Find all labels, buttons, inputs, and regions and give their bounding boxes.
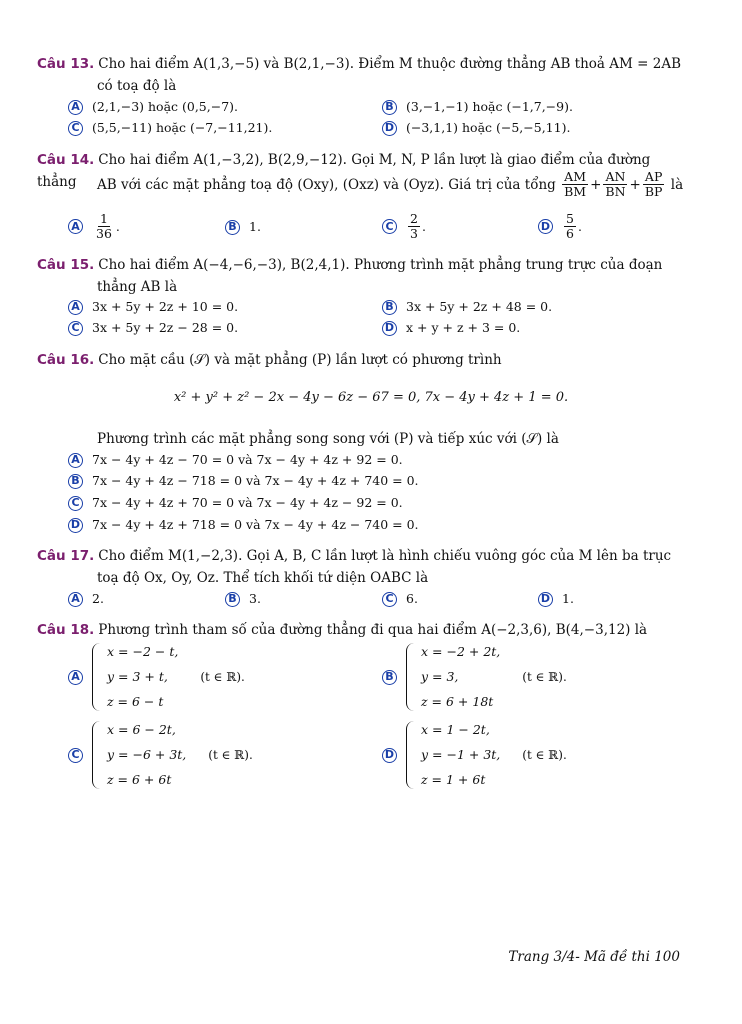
option-15-d[interactable]	[382, 319, 520, 337]
option-13-d[interactable]	[382, 119, 570, 137]
option-18-a[interactable]	[68, 643, 245, 711]
fraction-am-bm: $\frac{AM}{BM}$	[564, 169, 587, 199]
option-text: 6.	[406, 591, 418, 606]
question-text-tail: là	[670, 176, 684, 193]
option-17-d[interactable]	[538, 590, 574, 608]
option-text: 7x − 4y + 4z + 718 = 0 và 7x − 4y + 4z − 740 = 0.	[92, 517, 419, 532]
option-letter: D	[382, 121, 397, 136]
equation-system: x = 1 − 2t, y = −1 + 3t, z = 1 + 6t	[406, 721, 500, 789]
left-brace	[406, 643, 417, 711]
option-16-a[interactable]	[68, 451, 403, 469]
parameter-domain: (t ∈ ℝ).	[200, 670, 245, 684]
option-14-d[interactable]: D $\frac{5}{6}$ .	[538, 212, 582, 241]
option-letter: B	[382, 300, 397, 315]
equation-system: x = −2 + 2t, y = 3, z = 6 + 18t	[406, 643, 500, 711]
question-text: Cho điểm M(1,−2,3). Gọi A, B, C lần lượt là hình chiếu vuông góc của M lên ba trục	[98, 548, 672, 564]
question-label: Câu 17.	[37, 548, 95, 564]
option-13-a[interactable]	[68, 98, 238, 116]
question-15	[37, 254, 682, 276]
parameter-domain: (t ∈ ℝ).	[522, 670, 567, 684]
option-text: 1.	[249, 219, 261, 234]
parameter-domain: (t ∈ ℝ).	[522, 748, 567, 762]
option-14-a[interactable]: A $\frac{1}{36}$ .	[68, 212, 120, 241]
question-text: Phương trình tham số của đường thẳng đi qua hai điểm A(−2,3,6), B(4,−3,12) là	[98, 622, 648, 638]
option-letter: B	[382, 670, 397, 685]
option-letter: C	[68, 321, 83, 336]
question-text-cont: thẳng AB là	[97, 279, 178, 295]
question-label: Câu 16.	[37, 352, 95, 368]
option-letter: D	[68, 518, 83, 533]
option-text: (5,5,−11) hoặc (−7,−11,21).	[92, 120, 273, 135]
option-letter: B	[225, 592, 240, 607]
option-17-b[interactable]	[225, 590, 261, 608]
option-letter: D	[538, 592, 553, 607]
question-label: Câu 15.	[37, 257, 95, 273]
option-text: 3x + 5y + 2z + 48 = 0.	[406, 299, 553, 314]
option-13-b[interactable]	[382, 98, 573, 116]
question-text: Cho hai điểm A(−4,−6,−3), B(2,4,1). Phương trình mặt phẳng trung trực của đoạn	[98, 257, 663, 273]
option-letter: A	[68, 100, 83, 115]
question-label: Câu 18.	[37, 622, 95, 638]
option-fraction: $\frac{5}{6}$	[566, 211, 574, 241]
parameter-domain: (t ∈ ℝ).	[208, 748, 253, 762]
equation-system: x = −2 − t, y = 3 + t, z = 6 − t	[92, 643, 178, 711]
option-letter: A	[68, 453, 83, 468]
option-letter: C	[68, 748, 83, 763]
question-text-cont	[97, 170, 683, 199]
question-text-cont: Phương trình các mặt phẳng song song với (P) và tiếp xúc với (𝒮) là	[97, 431, 559, 447]
question-text: Cho hai điểm A(1,3,−5) và B(2,1,−3). Điểm M thuộc đường thẳng AB thoả AM = 2AB	[98, 56, 681, 72]
option-14-c[interactable]: C $\frac{2}{3}$ .	[382, 212, 426, 241]
option-16-b[interactable]	[68, 472, 419, 490]
option-text: (−3,1,1) hoặc (−5,−5,11).	[406, 120, 571, 135]
option-letter: C	[382, 592, 397, 607]
option-letter: A	[68, 592, 83, 607]
question-text-cont: có toạ độ là	[97, 78, 177, 94]
equation-system: x = 6 − 2t, y = −6 + 3t, z = 6 + 6t	[92, 721, 186, 789]
question-16	[37, 349, 682, 371]
display-equation: x² + y² + z² − 2x − 4y − 6z − 67 = 0, 7x − 4y + 4z + 1 = 0.	[173, 390, 569, 405]
option-text: (3,−1,−1) hoặc (−1,7,−9).	[406, 99, 573, 114]
fraction-ap-bp: $\frac{AP}{BP}$	[644, 169, 663, 199]
option-13-c[interactable]	[68, 119, 272, 137]
option-letter: A	[68, 300, 83, 315]
option-15-a[interactable]	[68, 298, 238, 316]
option-letter: C	[68, 121, 83, 136]
option-letter: A	[68, 670, 83, 685]
option-text: 3x + 5y + 2z − 28 = 0.	[92, 320, 239, 335]
option-16-d[interactable]	[68, 516, 419, 534]
question-17	[37, 545, 682, 567]
option-17-c[interactable]	[382, 590, 418, 608]
option-18-c[interactable]	[68, 721, 253, 789]
question-label: Câu 13.	[37, 56, 95, 72]
option-18-d[interactable]	[382, 721, 567, 789]
option-letter: A	[68, 219, 83, 234]
option-text: 7x − 4y + 4z + 70 = 0 và 7x − 4y + 4z − 92 = 0.	[92, 495, 403, 510]
option-text: (2,1,−3) hoặc (0,5,−7).	[92, 99, 239, 114]
option-14-b[interactable]	[225, 218, 261, 236]
option-letter: C	[68, 496, 83, 511]
question-13	[37, 53, 682, 75]
option-text: 3.	[249, 591, 261, 606]
option-letter: C	[382, 219, 397, 234]
option-letter: B	[225, 220, 240, 235]
option-16-c[interactable]	[68, 494, 403, 512]
option-text: 2.	[92, 591, 104, 606]
option-letter: D	[382, 321, 397, 336]
question-text-line: AB với các mặt phẳng toạ độ (Oxy), (Oxz) và (Oyz). Giá trị của tổng	[97, 176, 556, 193]
option-text: 7x − 4y + 4z − 718 = 0 và 7x − 4y + 4z + 740 = 0.	[92, 473, 419, 488]
option-text: x + y + z + 3 = 0.	[406, 320, 521, 335]
option-text: 7x − 4y + 4z − 70 = 0 và 7x − 4y + 4z + 92 = 0.	[92, 452, 403, 467]
fraction-an-bn: $\frac{AN}{BN}$	[605, 169, 626, 199]
option-letter: D	[382, 748, 397, 763]
option-letter: D	[538, 219, 553, 234]
option-letter: B	[68, 474, 83, 489]
option-fraction: $\frac{1}{36}$	[96, 211, 112, 241]
question-text: Cho mặt cầu (𝒮) và mặt phẳng (P) lần lượt có phương trình	[98, 352, 502, 368]
left-brace	[406, 721, 417, 789]
option-15-c[interactable]	[68, 319, 238, 337]
left-brace	[92, 721, 103, 789]
option-18-b[interactable]	[382, 643, 567, 711]
option-fraction: $\frac{2}{3}$	[410, 211, 418, 241]
plus-sign: +	[590, 176, 602, 193]
option-letter: B	[382, 100, 397, 115]
left-brace	[92, 643, 103, 711]
option-15-b[interactable]	[382, 298, 552, 316]
option-text: 3x + 5y + 2z + 10 = 0.	[92, 299, 239, 314]
question-18	[37, 619, 682, 641]
option-17-a[interactable]	[68, 590, 104, 608]
question-text: Cho hai điểm A(1,−3,2), B(2,9,−12). Gọi M, N, P lần lượt là giao điểm của đường thẳng	[37, 152, 651, 190]
option-text: 1.	[562, 591, 574, 606]
question-text-cont: toạ độ Ox, Oy, Oz. Thể tích khối tứ diện OABC là	[97, 570, 429, 586]
page-footer: Trang 3/4- Mã đề thi 100	[508, 949, 680, 965]
plus-sign: +	[629, 176, 641, 193]
question-label: Câu 14.	[37, 152, 95, 168]
